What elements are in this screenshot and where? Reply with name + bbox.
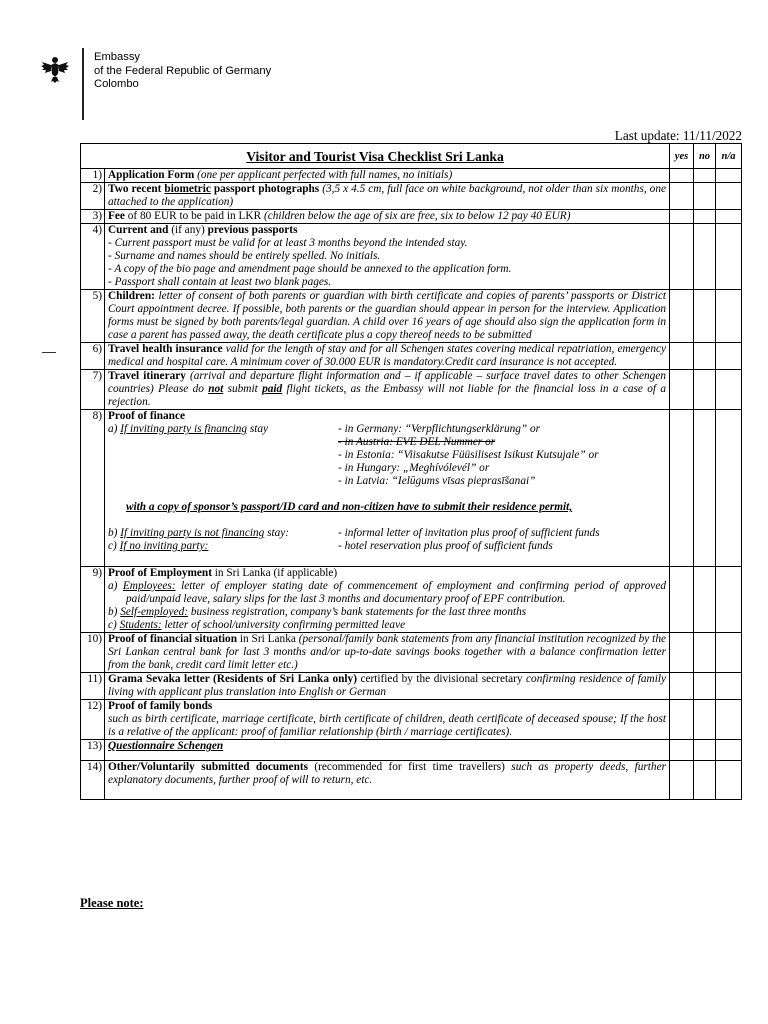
no-checkbox[interactable]: [694, 183, 716, 210]
no-checkbox[interactable]: [694, 210, 716, 224]
na-checkbox[interactable]: [716, 700, 742, 740]
yes-checkbox[interactable]: [670, 210, 694, 224]
item-number: 10): [81, 633, 105, 673]
item-text: Two recent biometric passport photographs (3,5 x 4.5 cm, full face on white background, not older than six months, one attached to the application): [105, 183, 670, 210]
column-na: n/a: [716, 144, 742, 169]
yes-checkbox[interactable]: [670, 290, 694, 343]
item-text: Grama Sevaka letter (Residents of Sri Lanka only) certified by the divisional secretary confirming residence of family living with applicant plus translation into English or German: [105, 673, 670, 700]
item-text: Questionnaire Schengen: [105, 740, 670, 761]
embassy-name: [94, 51, 271, 92]
item-number: 3): [81, 210, 105, 224]
visa-checklist-table: [80, 143, 742, 800]
table-row: [81, 673, 742, 700]
item-number: 8): [81, 410, 105, 567]
item-text: Other/Voluntarily submitted documents (recommended for first time travellers) such as property deeds, further explanatory documents, further proof of will to return, etc.: [105, 761, 670, 800]
yes-checkbox[interactable]: [670, 343, 694, 370]
no-checkbox[interactable]: [694, 633, 716, 673]
table-row: [81, 210, 742, 224]
item-number: 7): [81, 370, 105, 410]
yes-checkbox[interactable]: [670, 740, 694, 761]
yes-checkbox[interactable]: [670, 761, 694, 800]
item-number: 4): [81, 224, 105, 290]
item-number: 9): [81, 567, 105, 633]
no-checkbox[interactable]: [694, 343, 716, 370]
na-checkbox[interactable]: [716, 633, 742, 673]
yes-checkbox[interactable]: [670, 183, 694, 210]
item-text: Proof of finance a) If inviting party is financing stay - in Germany: “Verpflichtungserklärung” or - in Austria: EVE DEL Nummer or - in Estonia: “Viisakutse Füüsilisest Isikust Kutsujale” or - in Hungary: „Meghívólevél” or - in Latvia: “Ielūgums vīsas pieprasīšanai” with a copy of sponsor’s passport/ID card and non-citizen have to submit their residence permit, b) If inviting party is not financing stay: - informal letter of invitation plus proof of sufficient funds c) If no inviting party: - hotel reservation plus proof of sufficient funds: [105, 410, 670, 567]
item-text: Current and (if any) previous passports - Current passport must be valid for at least 3 months beyond the intended stay. - Surname and names should be entirely spelled. No initials. - A copy of the bio page and amendment page should be annexed to the application form. - Passport shall contain at least two blank pages.: [105, 224, 670, 290]
column-no: no: [694, 144, 716, 169]
item-number: 2): [81, 183, 105, 210]
table-row: [81, 370, 742, 410]
na-checkbox[interactable]: [716, 224, 742, 290]
column-yes: yes: [670, 144, 694, 169]
last-update: Last update: 11/11/2022: [614, 128, 742, 143]
embassy-line-2: of the Federal Republic of Germany: [94, 64, 272, 77]
item-text: Application Form (one per applicant perfected with full names, no initials): [105, 169, 670, 183]
yes-checkbox[interactable]: [670, 673, 694, 700]
table-row: [81, 410, 742, 567]
checklist-title: Visitor and Tourist Visa Checklist Sri Lanka: [81, 144, 670, 169]
no-checkbox[interactable]: [694, 567, 716, 633]
yes-checkbox[interactable]: [670, 633, 694, 673]
item-text: Proof of financial situation in Sri Lanka (personal/family bank statements from any financial institution recognized by the Sri Lankan central bank for last 3 months and/or up-to-date savings books together with a balance confirmation letter from the bank, credit card limit letter etc.): [105, 633, 670, 673]
item-text: Proof of Employment in Sri Lanka (if applicable) a) Employees: letter of employer stating date of commencement of employment and confirming period of approved paid/unpaid leave, salary slips for the last 3 months and documentary proof of EPF contribution. b) Self-employed: business registration, company’s bank statements for the last three months c) Students: letter of school/university confirming permitted leave: [105, 567, 670, 633]
item-number: 11): [81, 673, 105, 700]
letterhead-divider: [82, 48, 84, 120]
table-row: [81, 224, 742, 290]
table-row: [81, 700, 742, 740]
na-checkbox[interactable]: [716, 761, 742, 800]
table-row: [81, 761, 742, 800]
table-row: [81, 633, 742, 673]
item-text: Travel health insurance valid for the length of stay and for all Schengen states covering medical repatriation, emergency medical and hospital care. A minimum cover of 30.000 EUR is mandatory.Credit card insurance is not accepted.: [105, 343, 670, 370]
yes-checkbox[interactable]: [670, 370, 694, 410]
na-checkbox[interactable]: [716, 567, 742, 633]
table-row: [81, 290, 742, 343]
item-number: 12): [81, 700, 105, 740]
yes-checkbox[interactable]: [670, 410, 694, 567]
margin-mark: [42, 352, 56, 353]
na-checkbox[interactable]: [716, 410, 742, 567]
table-row: [81, 740, 742, 761]
no-checkbox[interactable]: [694, 290, 716, 343]
embassy-line-3: Colombo: [94, 78, 139, 90]
sponsor-note: with a copy of sponsor’s passport/ID card and non-citizen have to submit their residence permit,: [126, 501, 573, 513]
na-checkbox[interactable]: [716, 343, 742, 370]
na-checkbox[interactable]: [716, 673, 742, 700]
no-checkbox[interactable]: [694, 410, 716, 567]
no-checkbox[interactable]: [694, 673, 716, 700]
item-number: 13): [81, 740, 105, 761]
no-checkbox[interactable]: [694, 169, 716, 183]
table-row: [81, 567, 742, 633]
no-checkbox[interactable]: [694, 700, 716, 740]
yes-checkbox[interactable]: [670, 224, 694, 290]
yes-checkbox[interactable]: [670, 700, 694, 740]
please-note-heading: Please note:: [80, 896, 144, 910]
item-text: Children: letter of consent of both parents or guardian with birth certificate and copies of parents’ passports or District Court appointment decree. If possible, both parents or the guardian should appear in person for the interview. Application forms must be signed by both parents/legal guardian. A child over 16 years of age should also sign the application form in case a parent has passed away, the death certificate plus a copy thereof needs to be submitted: [105, 290, 670, 343]
na-checkbox[interactable]: [716, 370, 742, 410]
item-text: Travel itinerary (arrival and departure flight information and – if applicable – surface travel dates to other Schengen countries) Please do not submit paid flight tickets, as the Embassy will not liable for the financial loss in a case of a rejection.: [105, 370, 670, 410]
no-checkbox[interactable]: [694, 740, 716, 761]
na-checkbox[interactable]: [716, 169, 742, 183]
item-number: 1): [81, 169, 105, 183]
na-checkbox[interactable]: [716, 183, 742, 210]
no-checkbox[interactable]: [694, 224, 716, 290]
yes-checkbox[interactable]: [670, 169, 694, 183]
item-number: 6): [81, 343, 105, 370]
item-text: Proof of family bonds such as birth certificate, marriage certificate, birth certificate of children, death certificate of deceased spouse; If the host is a relative of the applicant: proof of familiar relationship (birth / marriage certificates).: [105, 700, 670, 740]
item-number: 14): [81, 761, 105, 800]
no-checkbox[interactable]: [694, 761, 716, 800]
table-row: [81, 183, 742, 210]
na-checkbox[interactable]: [716, 740, 742, 761]
na-checkbox[interactable]: [716, 290, 742, 343]
table-row: [81, 169, 742, 183]
table-row: [81, 343, 742, 370]
no-checkbox[interactable]: [694, 370, 716, 410]
embassy-line-1: Embassy: [94, 51, 141, 63]
item-number: 5): [81, 290, 105, 343]
table-header-row: [81, 144, 742, 169]
federal-eagle-icon: [40, 54, 70, 84]
item-text: Fee of 80 EUR to be paid in LKR (children below the age of six are free, six to below 12 pay 40 EUR): [105, 210, 670, 224]
yes-checkbox[interactable]: [670, 567, 694, 633]
na-checkbox[interactable]: [716, 210, 742, 224]
